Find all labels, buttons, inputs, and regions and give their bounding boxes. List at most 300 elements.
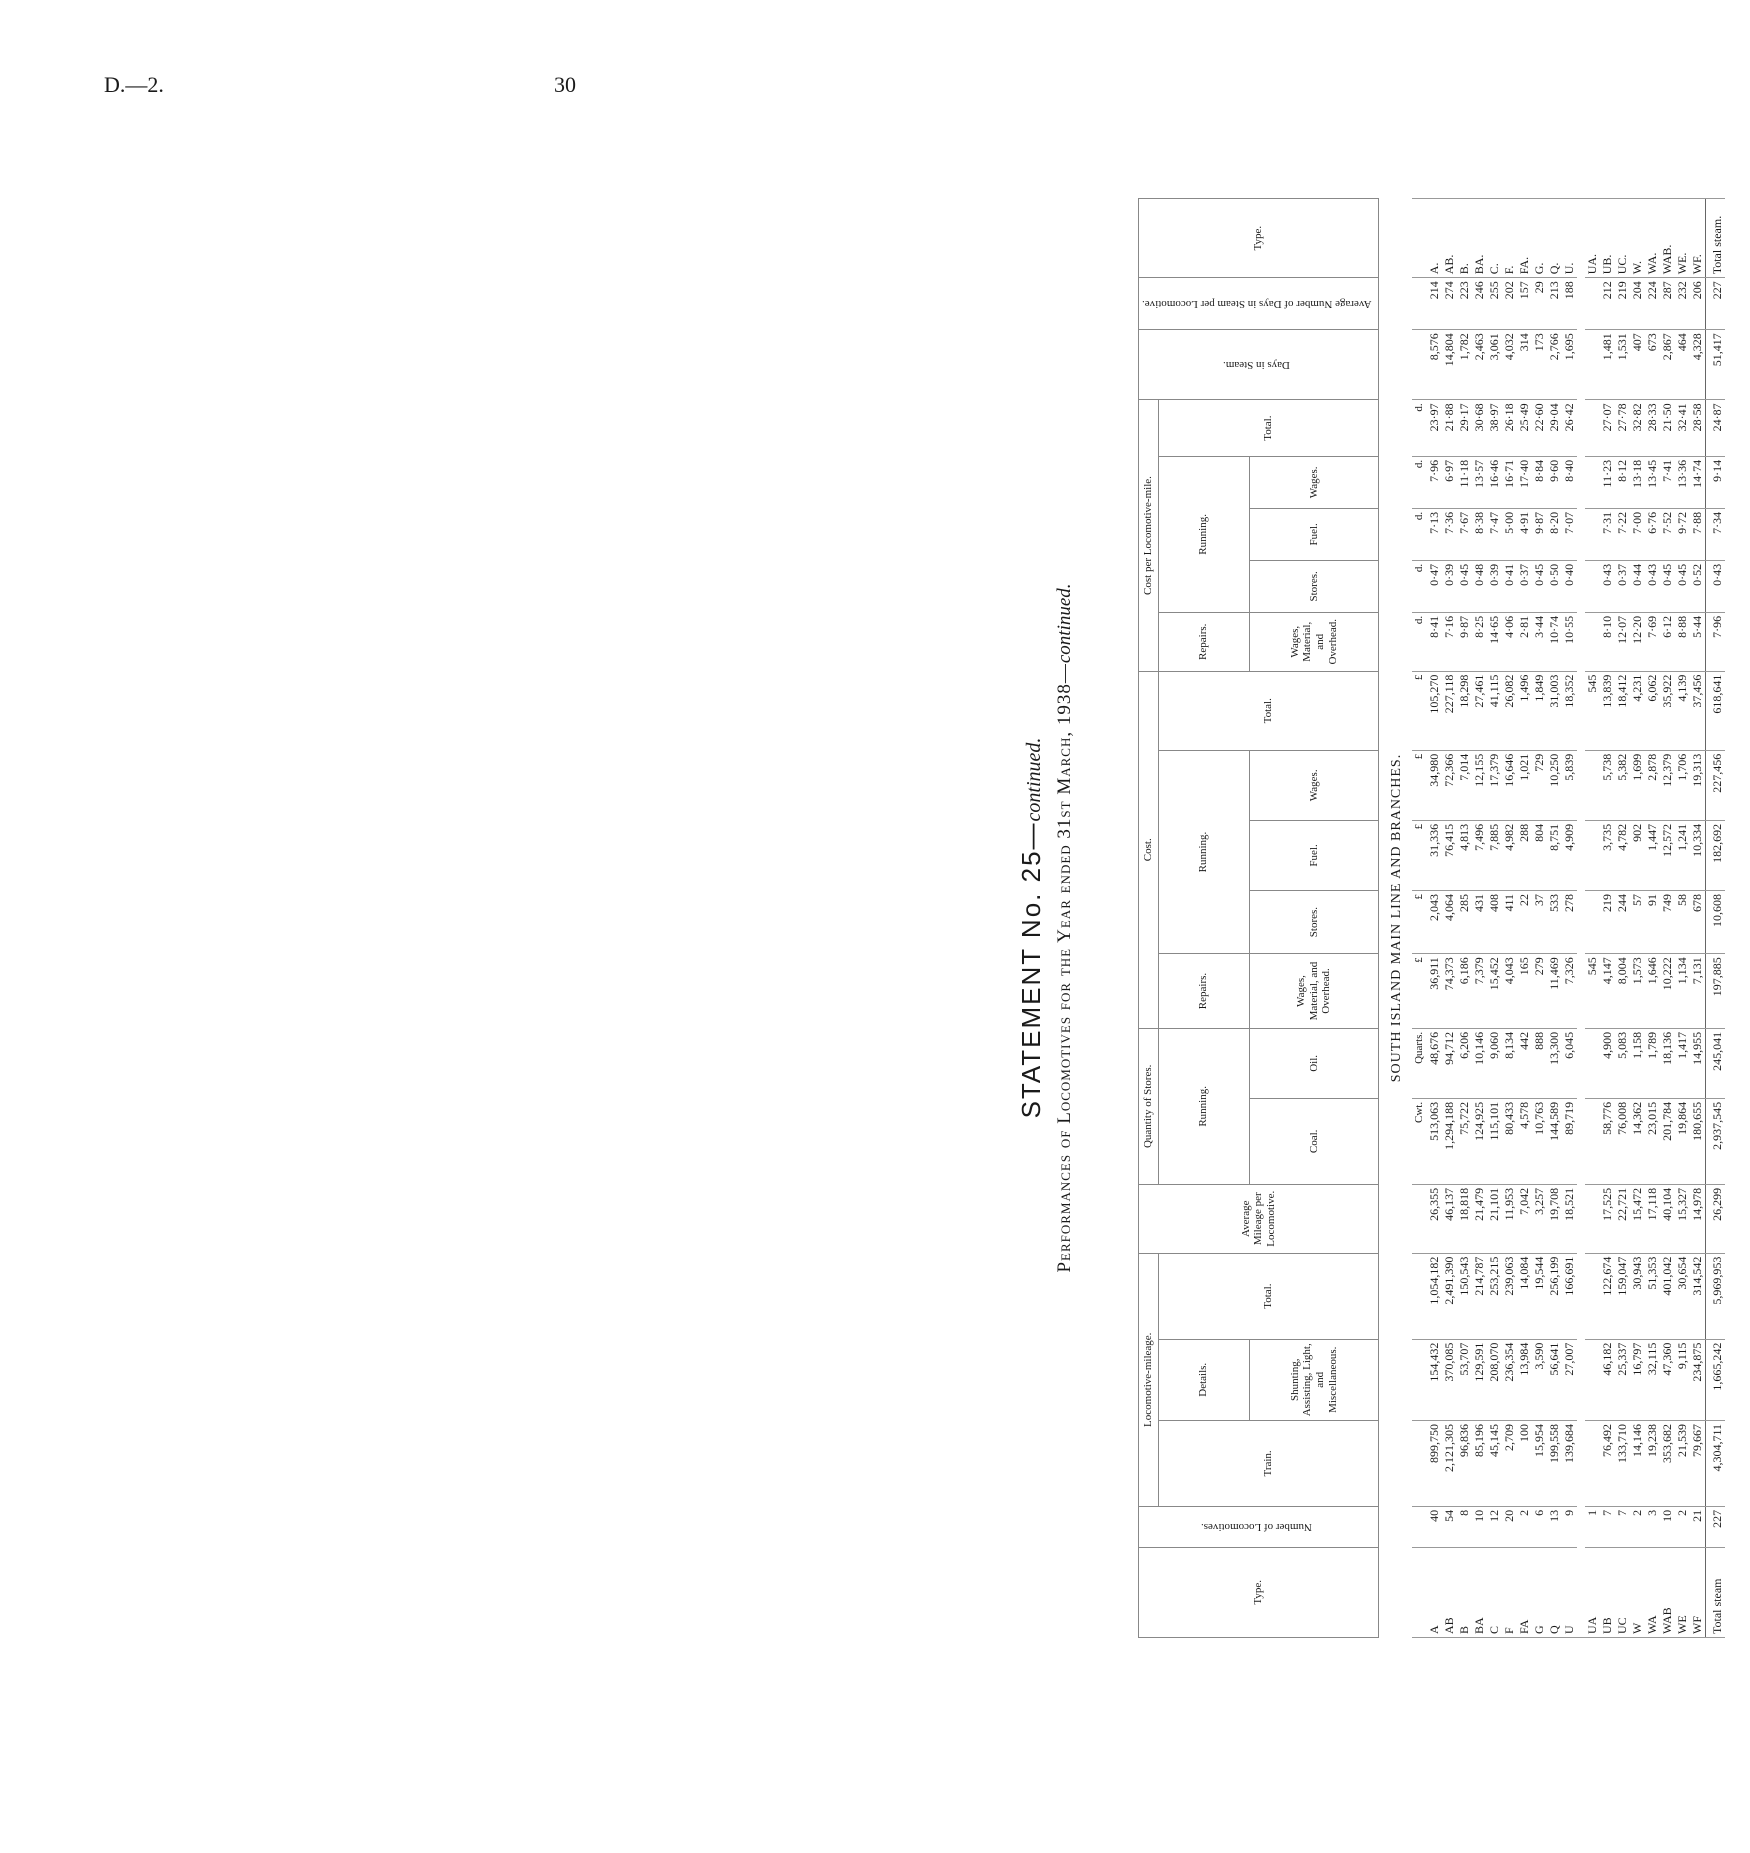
table-row xyxy=(1615,199,1630,1638)
table-cell: 19,864 xyxy=(1675,1098,1690,1184)
table-cell: 214,787 xyxy=(1472,1253,1487,1339)
table-cell: 411 xyxy=(1502,890,1517,953)
table-cell: 353,682 xyxy=(1660,1420,1675,1506)
table-cell: UB xyxy=(1600,1547,1615,1637)
table-cell: 202 xyxy=(1502,278,1517,330)
col-type-right: Type. xyxy=(1139,199,1379,278)
table-cell: 2 xyxy=(1675,1506,1690,1547)
table-cell: 1,134 xyxy=(1675,954,1690,1029)
table-cell: 29·04 xyxy=(1547,400,1562,457)
table-cell xyxy=(1585,560,1600,612)
unit-pound: £ xyxy=(1412,671,1427,750)
table-cell: 32·82 xyxy=(1630,400,1645,457)
table-cell: G xyxy=(1532,1547,1547,1637)
table-cell: 314,542 xyxy=(1690,1253,1706,1339)
table-cell: WA xyxy=(1645,1547,1660,1637)
table-cell: 4,578 xyxy=(1517,1098,1532,1184)
table-cell: 80,433 xyxy=(1502,1098,1517,1184)
table-cell: A xyxy=(1427,1547,1442,1637)
table-cell: 14,084 xyxy=(1517,1253,1532,1339)
col-oil: Oil. xyxy=(1249,1028,1378,1098)
table-cell: 12·07 xyxy=(1615,612,1630,671)
table-cell: 76,492 xyxy=(1600,1420,1615,1506)
table-row xyxy=(1547,199,1562,1638)
col-cpm-total: Total. xyxy=(1158,400,1379,457)
section-heading: SOUTH ISLAND MAIN LINE AND BRANCHES. xyxy=(1389,753,1405,1083)
col-shunting: Shunting, Assisting, Light, and Miscellaneous. xyxy=(1249,1339,1378,1420)
total-cell: Total steam xyxy=(1706,1547,1726,1637)
table-cell: 8,751 xyxy=(1547,820,1562,890)
table-cell: 154,432 xyxy=(1427,1339,1442,1420)
table-cell: 7·00 xyxy=(1630,508,1645,560)
table-cell: 12,155 xyxy=(1472,750,1487,820)
table-cell xyxy=(1585,278,1600,330)
col-cpm-running: Running. xyxy=(1158,456,1249,612)
table-cell xyxy=(1585,1028,1600,1098)
table-row xyxy=(1690,199,1706,1638)
table-cell: 48,676 xyxy=(1427,1028,1442,1098)
table-cell: 5,839 xyxy=(1562,750,1577,820)
table-cell: 2,878 xyxy=(1645,750,1660,820)
table-cell: 13·57 xyxy=(1472,456,1487,508)
col-type: Type. xyxy=(1139,1547,1379,1637)
table-cell: 2·81 xyxy=(1517,612,1532,671)
table-cell: 214 xyxy=(1427,278,1442,330)
table-cell: 150,543 xyxy=(1457,1253,1472,1339)
table-cell: 212 xyxy=(1600,278,1615,330)
table-cell: 28·58 xyxy=(1690,400,1706,457)
table-cell: AB xyxy=(1442,1547,1457,1637)
table-cell: 31,003 xyxy=(1547,671,1562,750)
table-cell: 129,591 xyxy=(1472,1339,1487,1420)
table-cell: WF xyxy=(1690,1547,1706,1637)
table-cell: 10,250 xyxy=(1547,750,1562,820)
table-cell: 1,158 xyxy=(1630,1028,1645,1098)
table-cell: AB. xyxy=(1442,199,1457,278)
table-cell: W xyxy=(1630,1547,1645,1637)
unit-oil: Quarts. xyxy=(1412,1028,1427,1098)
table-cell: 13,300 xyxy=(1547,1028,1562,1098)
table-cell: 199,558 xyxy=(1547,1420,1562,1506)
table-row xyxy=(1675,199,1690,1638)
table-cell: 14,955 xyxy=(1690,1028,1706,1098)
table-cell: 0·45 xyxy=(1675,560,1690,612)
table-cell: 749 xyxy=(1660,890,1675,953)
table-cell: 7·88 xyxy=(1690,508,1706,560)
table-cell: 1,021 xyxy=(1517,750,1532,820)
table-cell: WAB. xyxy=(1660,199,1675,278)
table-cell: 0·50 xyxy=(1547,560,1562,612)
table-cell: 54 xyxy=(1442,1506,1457,1547)
table-cell: 0·37 xyxy=(1615,560,1630,612)
table-cell: 10,222 xyxy=(1660,954,1675,1029)
table-cell: 219 xyxy=(1600,890,1615,953)
table-cell: 23,015 xyxy=(1645,1098,1660,1184)
table-cell: 7,014 xyxy=(1457,750,1472,820)
total-cell: 618,641 xyxy=(1706,671,1726,750)
table-cell: 75,722 xyxy=(1457,1098,1472,1184)
table-cell: UC. xyxy=(1615,199,1630,278)
table-cell: 5·00 xyxy=(1502,508,1517,560)
table-cell: 0·52 xyxy=(1690,560,1706,612)
table-row xyxy=(1457,199,1472,1638)
table-cell: 464 xyxy=(1675,330,1690,400)
table-cell: C xyxy=(1487,1547,1502,1637)
table-cell: 45,145 xyxy=(1487,1420,1502,1506)
table-cell: 7·31 xyxy=(1600,508,1615,560)
table-cell: 11·23 xyxy=(1600,456,1615,508)
table-cell: 3 xyxy=(1645,1506,1660,1547)
table-cell: 21 xyxy=(1690,1506,1706,1547)
table-cell: 7,326 xyxy=(1562,954,1577,1029)
col-cost: Cost. xyxy=(1139,671,1159,1028)
table-cell: G. xyxy=(1532,199,1547,278)
table-cell: 7·36 xyxy=(1442,508,1457,560)
col-details: Details. xyxy=(1158,1339,1249,1420)
total-row xyxy=(1706,199,1726,1638)
col-cost-per-mile: Cost per Locomotive-mile. xyxy=(1139,400,1159,671)
table-cell: 159,047 xyxy=(1615,1253,1630,1339)
col-cost-fuel: Fuel. xyxy=(1249,820,1378,890)
table-cell: 431 xyxy=(1472,890,1487,953)
table-cell: F xyxy=(1502,1547,1517,1637)
table-cell: 8 xyxy=(1457,1506,1472,1547)
col-cost-stores: Stores. xyxy=(1249,890,1378,953)
table-cell: Q xyxy=(1547,1547,1562,1637)
table-cell: 22 xyxy=(1517,890,1532,953)
table-cell: 7·13 xyxy=(1427,508,1442,560)
table-cell: U xyxy=(1562,1547,1577,1637)
table-cell: 678 xyxy=(1690,890,1706,953)
table-cell: 8·41 xyxy=(1427,612,1442,671)
table-cell: 10,146 xyxy=(1472,1028,1487,1098)
table-cell: 1,706 xyxy=(1675,750,1690,820)
table-cell: 105,270 xyxy=(1427,671,1442,750)
table-cell: 4,147 xyxy=(1600,954,1615,1029)
table-cell: 14·74 xyxy=(1690,456,1706,508)
table-row xyxy=(1585,199,1600,1638)
total-cell: 51,417 xyxy=(1706,330,1726,400)
spacer-row xyxy=(1577,199,1585,1638)
table-cell: 8·84 xyxy=(1532,456,1547,508)
table-cell: 3,735 xyxy=(1600,820,1615,890)
table-cell xyxy=(1585,612,1600,671)
table-cell: 1,481 xyxy=(1600,330,1615,400)
table-cell: 16,646 xyxy=(1502,750,1517,820)
col-cpm-repairs: Repairs. xyxy=(1158,612,1249,671)
col-avg-days: Average Number of Days in Steam per Locomotive. xyxy=(1139,278,1379,330)
table-cell: 122,674 xyxy=(1600,1253,1615,1339)
col-number: Number of Locomotives. xyxy=(1139,1506,1379,1547)
table-cell: 30,943 xyxy=(1630,1253,1645,1339)
table-cell: 38·97 xyxy=(1487,400,1502,457)
table-cell: 18,412 xyxy=(1615,671,1630,750)
table-cell: 34,980 xyxy=(1427,750,1442,820)
section-heading-row xyxy=(1379,199,1413,1638)
table-cell: 673 xyxy=(1645,330,1660,400)
table-cell: 27,461 xyxy=(1472,671,1487,750)
table-cell: 1,496 xyxy=(1517,671,1532,750)
table-cell: 206 xyxy=(1690,278,1706,330)
table-cell: C. xyxy=(1487,199,1502,278)
table-cell: 4·06 xyxy=(1502,612,1517,671)
table-cell: 8·25 xyxy=(1472,612,1487,671)
table-cell: 15,954 xyxy=(1532,1420,1547,1506)
table-cell: 7,885 xyxy=(1487,820,1502,890)
table-cell: UB. xyxy=(1600,199,1615,278)
table-cell: 25,337 xyxy=(1615,1339,1630,1420)
table-cell: 41,115 xyxy=(1487,671,1502,750)
table-cell: 47,360 xyxy=(1660,1339,1675,1420)
table-cell: 0·39 xyxy=(1487,560,1502,612)
table-cell: A. xyxy=(1427,199,1442,278)
total-cell: 2,937,545 xyxy=(1706,1098,1726,1184)
table-row xyxy=(1517,199,1532,1638)
unit-pence: d. xyxy=(1412,508,1427,560)
table-cell: 255 xyxy=(1487,278,1502,330)
table-cell: 11,469 xyxy=(1547,954,1562,1029)
table-cell: 236,354 xyxy=(1502,1339,1517,1420)
table-cell: 8,004 xyxy=(1615,954,1630,1029)
table-cell: 7 xyxy=(1615,1506,1630,1547)
table-cell: 7·07 xyxy=(1562,508,1577,560)
table-cell: 85,196 xyxy=(1472,1420,1487,1506)
table-cell: 56,641 xyxy=(1547,1339,1562,1420)
col-cpm-wages-mat: Wages, Material, and Overhead. xyxy=(1249,612,1378,671)
total-cell: 227,456 xyxy=(1706,750,1726,820)
table-cell: 0·40 xyxy=(1562,560,1577,612)
table-cell: 19,313 xyxy=(1690,750,1706,820)
table-cell: 144,589 xyxy=(1547,1098,1562,1184)
unit-pence: d. xyxy=(1412,400,1427,457)
table-cell: 76,008 xyxy=(1615,1098,1630,1184)
table-cell: 2,043 xyxy=(1427,890,1442,953)
table-cell: 408 xyxy=(1487,890,1502,953)
table-cell: 6,206 xyxy=(1457,1028,1472,1098)
table-cell: 22,721 xyxy=(1615,1184,1630,1253)
table-cell: 51,353 xyxy=(1645,1253,1660,1339)
col-cost-total: Total. xyxy=(1158,671,1379,750)
table-row xyxy=(1442,199,1457,1638)
table-cell: 2,867 xyxy=(1660,330,1675,400)
table-cell: 246 xyxy=(1472,278,1487,330)
table-cell: 19,708 xyxy=(1547,1184,1562,1253)
table-cell xyxy=(1585,1253,1600,1339)
table-cell: 96,836 xyxy=(1457,1420,1472,1506)
table-cell: 14,804 xyxy=(1442,330,1457,400)
table-cell: 256,199 xyxy=(1547,1253,1562,1339)
table-cell: 7·16 xyxy=(1442,612,1457,671)
table-cell: 285 xyxy=(1457,890,1472,953)
table-cell: 5,738 xyxy=(1600,750,1615,820)
table-cell: 8·88 xyxy=(1675,612,1690,671)
table-row xyxy=(1472,199,1487,1638)
table-cell: 9·60 xyxy=(1547,456,1562,508)
table-cell: 157 xyxy=(1517,278,1532,330)
table-cell: 3,257 xyxy=(1532,1184,1547,1253)
table-cell xyxy=(1585,508,1600,560)
table-cell: UA. xyxy=(1585,199,1600,278)
table-cell: 26,355 xyxy=(1427,1184,1442,1253)
table-cell: 166,691 xyxy=(1562,1253,1577,1339)
table-cell: 4,032 xyxy=(1502,330,1517,400)
table-cell: 1,699 xyxy=(1630,750,1645,820)
table-cell: 6,186 xyxy=(1457,954,1472,1029)
table-cell: 27,007 xyxy=(1562,1339,1577,1420)
table-cell: 4,064 xyxy=(1442,890,1457,953)
table-cell: 1,054,182 xyxy=(1427,1253,1442,1339)
table-cell: 8·10 xyxy=(1600,612,1615,671)
table-cell: B xyxy=(1457,1547,1472,1637)
table-cell: 6 xyxy=(1532,1506,1547,1547)
col-cpm-fuel: Fuel. xyxy=(1249,508,1378,560)
table-cell: 2,766 xyxy=(1547,330,1562,400)
total-cell: 1,665,242 xyxy=(1706,1339,1726,1420)
table-cell: 46,182 xyxy=(1600,1339,1615,1420)
table-cell: F. xyxy=(1502,199,1517,278)
table-cell: 4,231 xyxy=(1630,671,1645,750)
table-cell: 180,655 xyxy=(1690,1098,1706,1184)
table-cell: 545 xyxy=(1585,671,1600,750)
table-cell: 79,667 xyxy=(1690,1420,1706,1506)
table-cell: 14·65 xyxy=(1487,612,1502,671)
page-id: D.—2. xyxy=(104,72,164,97)
total-cell: 227 xyxy=(1706,278,1726,330)
unit-pound: £ xyxy=(1412,750,1427,820)
table-cell: 30,654 xyxy=(1675,1253,1690,1339)
table-cell: 27·07 xyxy=(1600,400,1615,457)
table-cell: 4,043 xyxy=(1502,954,1517,1029)
col-loco-mileage: Locomotive-mileage. xyxy=(1139,1253,1159,1506)
table-cell: 21,539 xyxy=(1675,1420,1690,1506)
table-cell: 7·67 xyxy=(1457,508,1472,560)
total-cell: 227 xyxy=(1706,1506,1726,1547)
table-cell: UC xyxy=(1615,1547,1630,1637)
table-cell: 165 xyxy=(1517,954,1532,1029)
table-cell: 239,063 xyxy=(1502,1253,1517,1339)
table-cell: 16,797 xyxy=(1630,1339,1645,1420)
table-cell: 133,710 xyxy=(1615,1420,1630,1506)
table-cell: 13·36 xyxy=(1675,456,1690,508)
table-cell: B. xyxy=(1457,199,1472,278)
page-number: 30 xyxy=(554,72,576,97)
table-cell: 188 xyxy=(1562,278,1577,330)
table-cell: 12 xyxy=(1487,1506,1502,1547)
table-cell: 232 xyxy=(1675,278,1690,330)
table-cell: WA. xyxy=(1645,199,1660,278)
table-cell: 17,525 xyxy=(1600,1184,1615,1253)
table-cell: 32,115 xyxy=(1645,1339,1660,1420)
table-cell xyxy=(1585,1339,1600,1420)
table-cell: 219 xyxy=(1615,278,1630,330)
col-cost-wages: Wages. xyxy=(1249,750,1378,820)
table-cell: 4,782 xyxy=(1615,820,1630,890)
table-cell: 0·43 xyxy=(1645,560,1660,612)
table-cell: 22·60 xyxy=(1532,400,1547,457)
table-cell: 9·87 xyxy=(1457,612,1472,671)
table-row xyxy=(1427,199,1442,1638)
table-cell xyxy=(1585,750,1600,820)
table-cell: 91 xyxy=(1645,890,1660,953)
table-cell: 37,456 xyxy=(1690,671,1706,750)
table-cell xyxy=(1585,400,1600,457)
table-cell: 10·55 xyxy=(1562,612,1577,671)
table-cell: 8,134 xyxy=(1502,1028,1517,1098)
total-cell: 0·43 xyxy=(1706,560,1726,612)
table-cell: 13,984 xyxy=(1517,1339,1532,1420)
table-cell: 253,215 xyxy=(1487,1253,1502,1339)
table-cell: 76,415 xyxy=(1442,820,1457,890)
table-cell: 4,909 xyxy=(1562,820,1577,890)
table-cell: 7·69 xyxy=(1645,612,1660,671)
table-cell: 11,953 xyxy=(1502,1184,1517,1253)
table-cell: 902 xyxy=(1630,820,1645,890)
table-cell: 287 xyxy=(1660,278,1675,330)
col-cost-wages-mat: Wages, Material, and Overhead. xyxy=(1249,954,1378,1029)
total-cell: 9·14 xyxy=(1706,456,1726,508)
table-cell: 1,241 xyxy=(1675,820,1690,890)
table-cell: BA xyxy=(1472,1547,1487,1637)
table-cell: 1,417 xyxy=(1675,1028,1690,1098)
table-cell: 21·50 xyxy=(1660,400,1675,457)
col-cpm-wages: Wages. xyxy=(1249,456,1378,508)
table-cell: 40 xyxy=(1427,1506,1442,1547)
table-cell: 4,813 xyxy=(1457,820,1472,890)
table-cell: 442 xyxy=(1517,1028,1532,1098)
table-cell: 7·22 xyxy=(1615,508,1630,560)
table-cell: 1,849 xyxy=(1532,671,1547,750)
table-cell: WE xyxy=(1675,1547,1690,1637)
table-cell: 0·48 xyxy=(1472,560,1487,612)
table-row xyxy=(1600,199,1615,1638)
unit-pence: d. xyxy=(1412,612,1427,671)
table-cell: 10,763 xyxy=(1532,1098,1547,1184)
table-cell: 279 xyxy=(1532,954,1547,1029)
table-cell: 53,707 xyxy=(1457,1339,1472,1420)
table-cell: 19,238 xyxy=(1645,1420,1660,1506)
table-cell: 29·17 xyxy=(1457,400,1472,457)
table-cell: 0·44 xyxy=(1630,560,1645,612)
table-cell: 21,101 xyxy=(1487,1184,1502,1253)
table-cell: 18,298 xyxy=(1457,671,1472,750)
table-cell: 401,042 xyxy=(1660,1253,1675,1339)
table-cell: UA xyxy=(1585,1547,1600,1637)
table-cell: 23·97 xyxy=(1427,400,1442,457)
table-cell: 6·12 xyxy=(1660,612,1675,671)
total-cell: 10,608 xyxy=(1706,890,1726,953)
table-cell: 8,576 xyxy=(1427,330,1442,400)
table-cell: 7,379 xyxy=(1472,954,1487,1029)
table-cell: 6,045 xyxy=(1562,1028,1577,1098)
table-cell: 17,379 xyxy=(1487,750,1502,820)
table-cell: 314 xyxy=(1517,330,1532,400)
table-cell: 888 xyxy=(1532,1028,1547,1098)
table-cell: 7·41 xyxy=(1660,456,1675,508)
table-cell: 6,062 xyxy=(1645,671,1660,750)
table-row xyxy=(1487,199,1502,1638)
table-cell: 2,121,305 xyxy=(1442,1420,1457,1506)
table-cell: 89,719 xyxy=(1562,1098,1577,1184)
table-row xyxy=(1630,199,1645,1638)
table-cell: 36,911 xyxy=(1427,954,1442,1029)
table-cell: 7,042 xyxy=(1517,1184,1532,1253)
col-days-steam: Days in Steam. xyxy=(1139,330,1379,400)
table-cell: 2 xyxy=(1630,1506,1645,1547)
table-cell: 224 xyxy=(1645,278,1660,330)
table-cell: 13·45 xyxy=(1645,456,1660,508)
total-cell: 5,969,953 xyxy=(1706,1253,1726,1339)
unit-pound: £ xyxy=(1412,820,1427,890)
